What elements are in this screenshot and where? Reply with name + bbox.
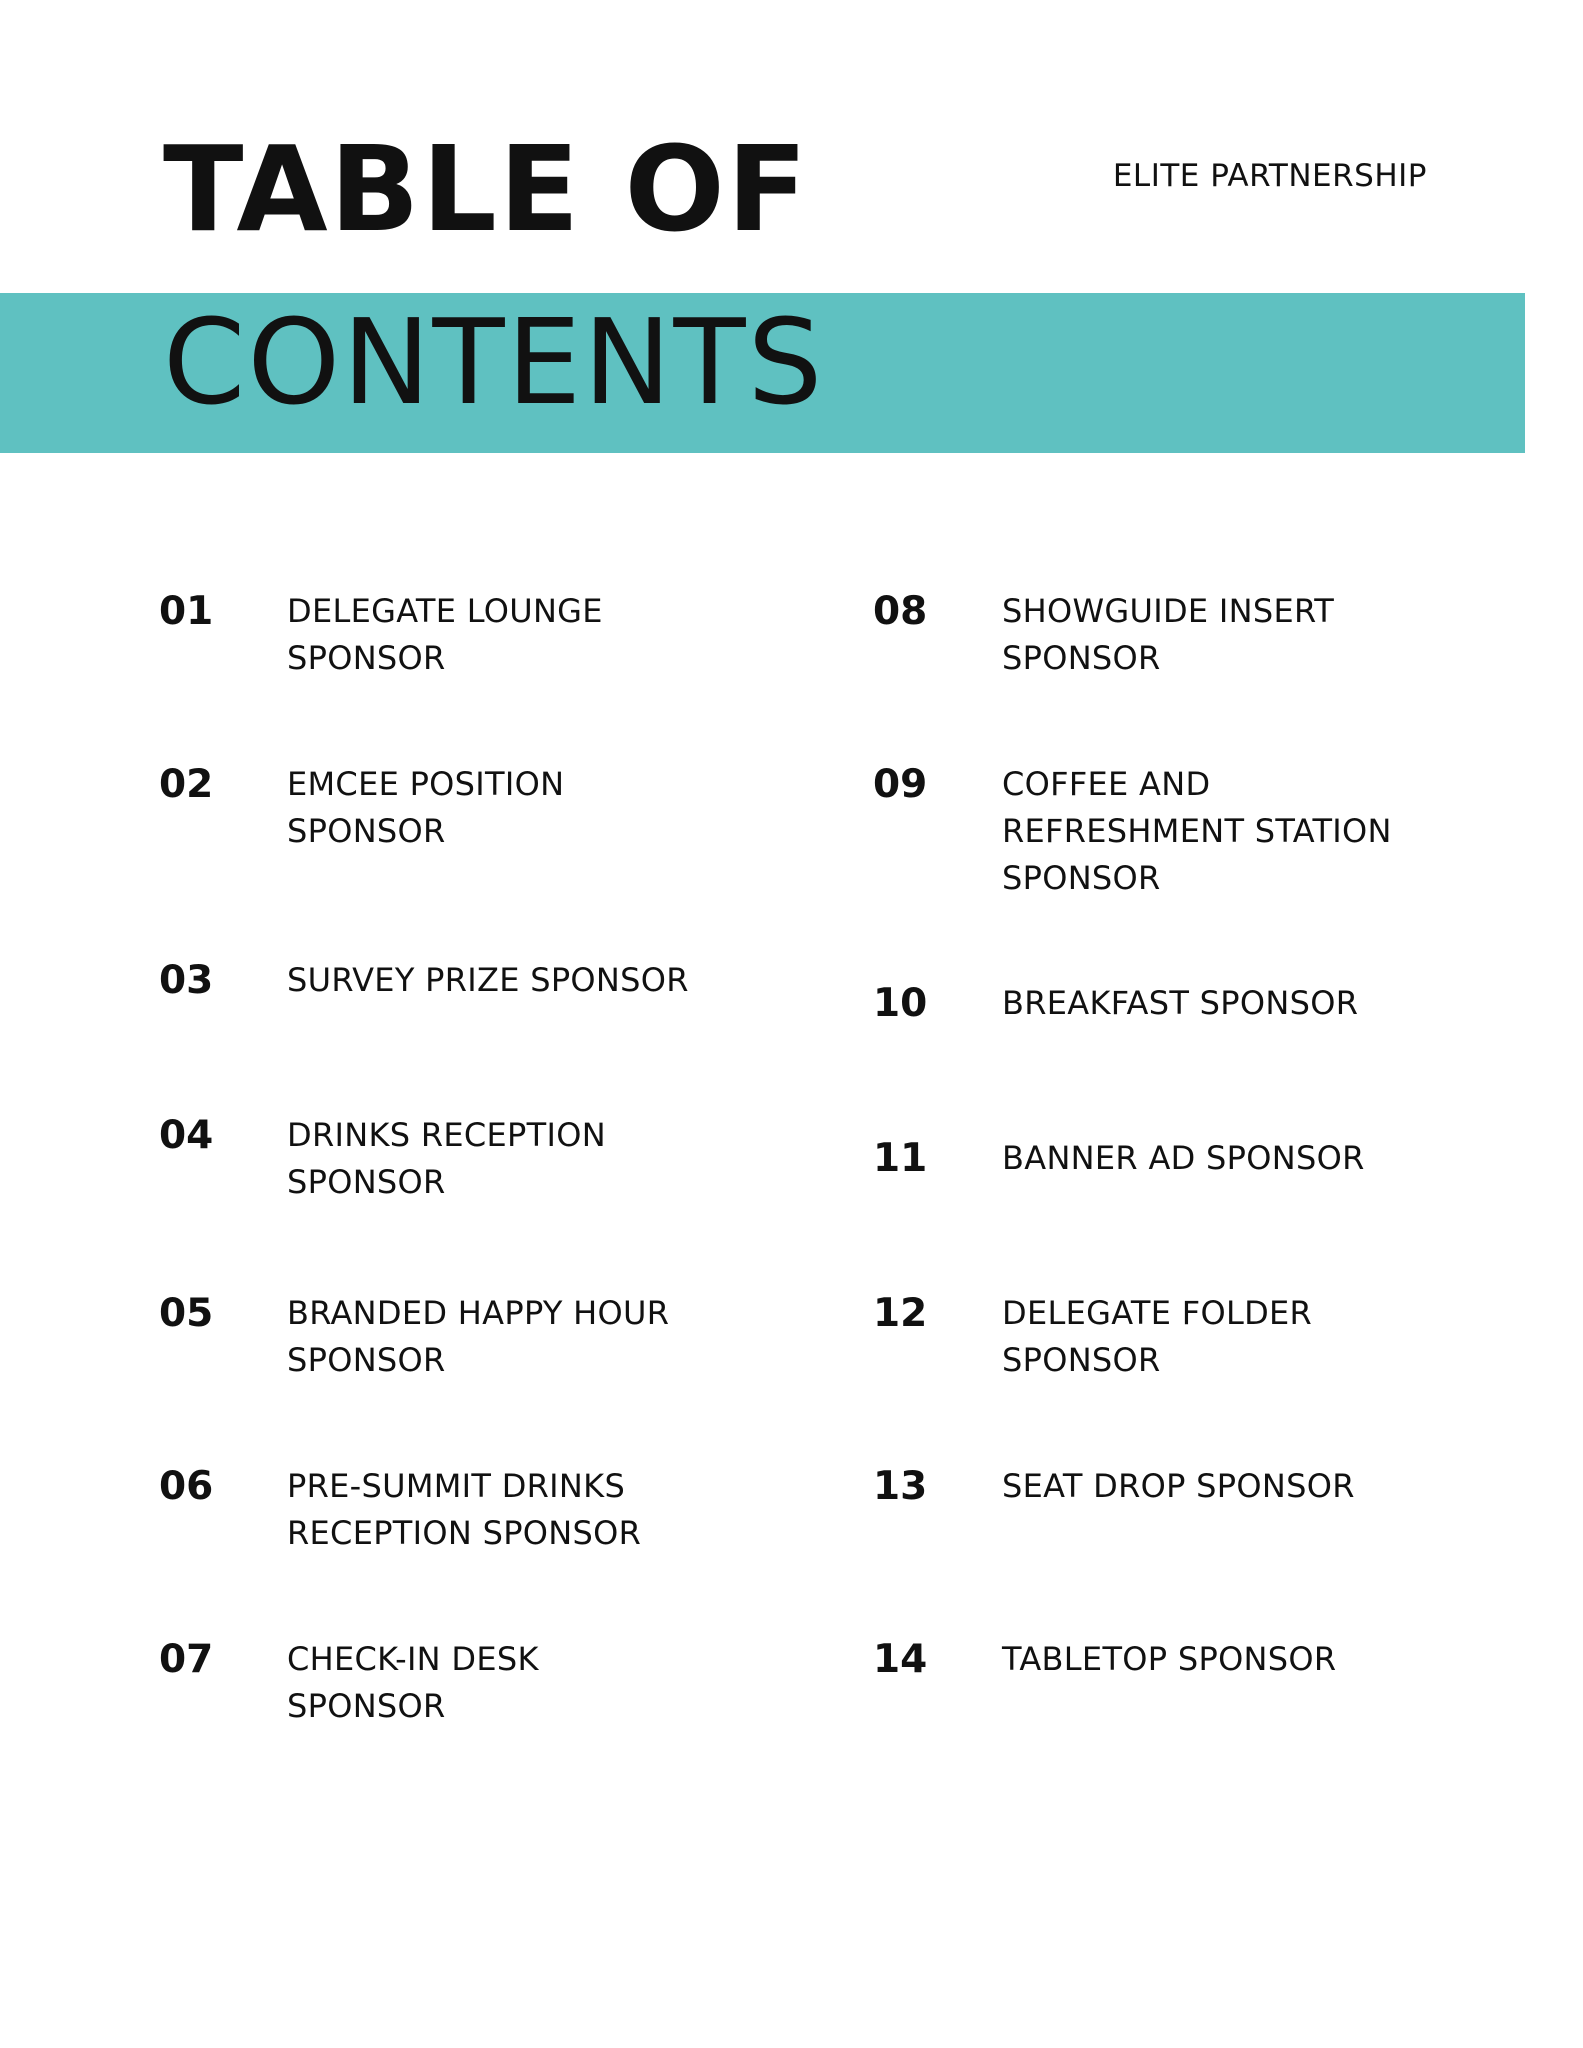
toc-label: SURVEY PRIZE SPONSOR bbox=[287, 961, 689, 999]
toc-label: DELEGATE LOUNGE SPONSOR bbox=[287, 592, 603, 677]
toc-number: 01 bbox=[159, 589, 214, 634]
toc-label: EMCEE POSITION SPONSOR bbox=[287, 765, 565, 850]
toc-label: PRE-SUMMIT DRINKS RECEPTION SPONSOR bbox=[287, 1467, 642, 1552]
toc-label: BREAKFAST SPONSOR bbox=[1002, 984, 1359, 1022]
toc-number: 08 bbox=[873, 589, 928, 634]
toc-label: BRANDED HAPPY HOUR SPONSOR bbox=[287, 1294, 670, 1379]
toc-number: 12 bbox=[873, 1291, 928, 1336]
toc-number: 02 bbox=[159, 762, 214, 807]
toc-number: 05 bbox=[159, 1291, 214, 1336]
toc-number: 10 bbox=[873, 981, 928, 1026]
toc-label: TABLETOP SPONSOR bbox=[1002, 1640, 1337, 1678]
page-title-line-1: TABLE OF bbox=[163, 120, 810, 258]
toc-label: SEAT DROP SPONSOR bbox=[1002, 1467, 1355, 1505]
toc-label: DRINKS RECEPTION SPONSOR bbox=[287, 1116, 606, 1201]
page-title-line-2: CONTENTS bbox=[163, 293, 825, 431]
toc-label: CHECK-IN DESK SPONSOR bbox=[287, 1640, 539, 1725]
toc-label: BANNER AD SPONSOR bbox=[1002, 1139, 1365, 1177]
toc-label: COFFEE AND REFRESHMENT STATION SPONSOR bbox=[1002, 765, 1392, 897]
brand-label: ELITE PARTNERSHIP bbox=[1112, 158, 1427, 194]
toc-label: SHOWGUIDE INSERT SPONSOR bbox=[1002, 592, 1335, 677]
toc-number: 06 bbox=[159, 1464, 214, 1509]
toc-number: 13 bbox=[873, 1464, 928, 1509]
toc-number: 09 bbox=[873, 762, 928, 807]
toc-number: 07 bbox=[159, 1637, 214, 1682]
toc-number: 11 bbox=[873, 1136, 928, 1181]
toc-number: 14 bbox=[873, 1637, 928, 1682]
toc-number: 03 bbox=[159, 958, 214, 1003]
toc-label: DELEGATE FOLDER SPONSOR bbox=[1002, 1294, 1313, 1379]
toc-number: 04 bbox=[159, 1113, 214, 1158]
